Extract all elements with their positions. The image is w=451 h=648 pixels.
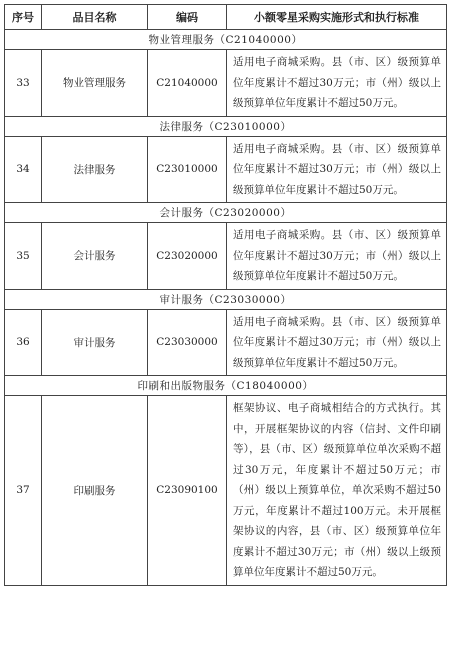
header-row <box>5 5 447 30</box>
table-row <box>5 223 447 290</box>
seq-cell: 35 <box>5 223 42 290</box>
category-row <box>5 376 447 396</box>
header-seq: 序号 <box>5 5 42 30</box>
category-row <box>5 30 447 50</box>
category-row <box>5 203 447 223</box>
code-cell: C21040000 <box>148 50 227 117</box>
header-standard: 小额零星采购实施形式和执行标准 <box>227 5 447 30</box>
category-row <box>5 289 447 309</box>
category-row <box>5 116 447 136</box>
name-cell: 法律服务 <box>42 136 148 203</box>
category-label: 印刷和出版物服务（C18040000） <box>5 376 447 396</box>
code-cell: C23010000 <box>148 136 227 203</box>
standard-cell: 适用电子商城采购。县（市、区）级预算单位年度累计不超过30万元；市（州）级以上级预算单位年度累计不超过50万元。 <box>227 136 447 203</box>
category-label: 审计服务（C23030000） <box>5 289 447 309</box>
seq-cell: 37 <box>5 396 42 586</box>
category-label: 法律服务（C23010000） <box>5 116 447 136</box>
name-cell: 审计服务 <box>42 309 148 376</box>
standard-cell: 适用电子商城采购。县（市、区）级预算单位年度累计不超过30万元；市（州）级以上级预算单位年度累计不超过50万元。 <box>227 50 447 117</box>
code-cell: C23020000 <box>148 223 227 290</box>
code-cell: C23030000 <box>148 309 227 376</box>
table-row <box>5 50 447 117</box>
header-code: 编码 <box>148 5 227 30</box>
seq-cell: 36 <box>5 309 42 376</box>
standard-cell: 适用电子商城采购。县（市、区）级预算单位年度累计不超过30万元；市（州）级以上级预算单位年度累计不超过50万元。 <box>227 309 447 376</box>
seq-cell: 33 <box>5 50 42 117</box>
code-cell: C23090100 <box>148 396 227 586</box>
table-row <box>5 309 447 376</box>
category-label: 会计服务（C23020000） <box>5 203 447 223</box>
procurement-table <box>4 4 447 586</box>
standard-cell: 框架协议、电子商城相结合的方式执行。其中，开展框架协议的内容（信封、文件印刷等），县（市、区）级预算单位单次采购不超过30万元，年度累计不超过50万元；市（州）级以上预算单位，单次采购不超过50万元，年度累计不超过100万元。未开展框架协议的内容，县（市、区）级预算单位年度累计不超过30万元；市（州）级以上级预算单位年度累计不超过50万元。 <box>227 396 447 586</box>
table-row <box>5 396 447 586</box>
table-row <box>5 136 447 203</box>
category-label: 物业管理服务（C21040000） <box>5 30 447 50</box>
name-cell: 物业管理服务 <box>42 50 148 117</box>
name-cell: 会计服务 <box>42 223 148 290</box>
header-name: 品目名称 <box>42 5 148 30</box>
standard-cell: 适用电子商城采购。县（市、区）级预算单位年度累计不超过30万元；市（州）级以上级预算单位年度累计不超过50万元。 <box>227 223 447 290</box>
seq-cell: 34 <box>5 136 42 203</box>
name-cell: 印刷服务 <box>42 396 148 586</box>
